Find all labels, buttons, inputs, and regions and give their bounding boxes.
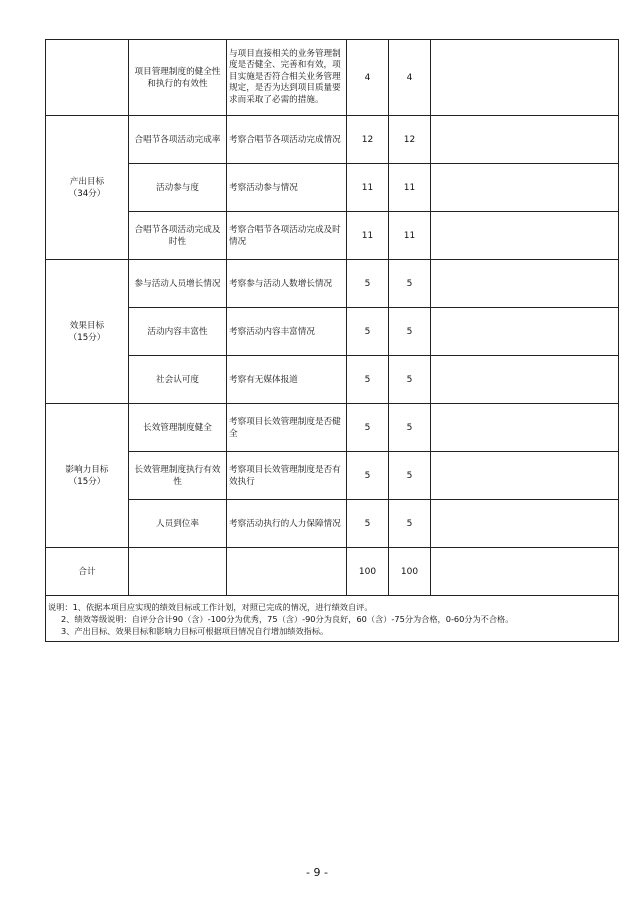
remark-cell — [431, 260, 619, 308]
remark-cell — [431, 548, 619, 596]
standard-cell: 考察合唱节各项活动完成及时情况 — [227, 212, 347, 260]
remark-cell — [431, 40, 619, 116]
total-self-score: 100 — [389, 548, 431, 596]
notes-cell — [46, 596, 619, 642]
group-points: （15分） — [68, 476, 106, 487]
empty-cell — [227, 548, 347, 596]
self-score-cell: 5 — [389, 260, 431, 308]
page-number: - 9 - — [306, 866, 328, 879]
notes-row — [46, 596, 619, 642]
remark-cell — [431, 356, 619, 404]
remark-cell — [431, 212, 619, 260]
empty-cell — [129, 548, 227, 596]
standard-cell: 考察活动执行的人力保障情况 — [227, 500, 347, 548]
group-name: 效果目标 — [69, 320, 105, 331]
score-cell: 11 — [347, 212, 389, 260]
total-score: 100 — [347, 548, 389, 596]
standard-cell: 考察活动内容丰富情况 — [227, 308, 347, 356]
note-line-3: 3、产出目标、效果目标和影响力目标可根据项目情况自行增加绩效指标。 — [61, 625, 329, 636]
group-points: （15分） — [68, 332, 106, 343]
self-score-cell: 12 — [389, 116, 431, 164]
score-cell: 5 — [347, 308, 389, 356]
table-row — [46, 452, 619, 500]
remark-cell — [431, 164, 619, 212]
group-name: 影响力目标 — [65, 464, 109, 475]
remark-cell — [431, 500, 619, 548]
self-score-cell: 5 — [389, 404, 431, 452]
self-score-cell: 5 — [389, 452, 431, 500]
evaluation-table — [45, 39, 619, 642]
score-cell: 5 — [347, 260, 389, 308]
score-cell: 5 — [347, 452, 389, 500]
note-line-2: 2、绩效等级说明：自评分合计90（含）-100分为优秀，75（含）-90分为良好，60（含）-75分为合格，0-60分为不合格。 — [61, 613, 514, 624]
indicator-cell: 活动参与度 — [129, 164, 227, 212]
indicator-cell: 合唱节各项活动完成率 — [129, 116, 227, 164]
group-cell-impact — [46, 404, 129, 548]
standard-cell: 考察合唱节各项活动完成情况 — [227, 116, 347, 164]
table-row — [46, 308, 619, 356]
remark-cell — [431, 452, 619, 500]
standard-cell: 考察参与活动人数增长情况 — [227, 260, 347, 308]
group-cell-continued — [46, 40, 129, 116]
indicator-cell: 参与活动人员增长情况 — [129, 260, 227, 308]
indicator-cell: 社会认可度 — [129, 356, 227, 404]
group-cell-effect — [46, 260, 129, 404]
indicator-cell: 合唱节各项活动完成及时性 — [129, 212, 227, 260]
group-name: 产出目标 — [69, 176, 105, 187]
total-label: 合计 — [46, 548, 129, 596]
standard-cell: 考察项目长效管理制度是否有效执行 — [227, 452, 347, 500]
self-score-cell: 11 — [389, 212, 431, 260]
self-score-cell: 5 — [389, 308, 431, 356]
self-score-cell: 5 — [389, 500, 431, 548]
indicator-cell: 长效管理制度执行有效性 — [129, 452, 227, 500]
remark-cell — [431, 116, 619, 164]
score-cell: 5 — [347, 500, 389, 548]
table-row — [46, 212, 619, 260]
remark-cell — [431, 404, 619, 452]
remark-cell — [431, 308, 619, 356]
table-row — [46, 164, 619, 212]
table-row — [46, 40, 619, 116]
self-score-cell: 4 — [389, 40, 431, 116]
table-row — [46, 260, 619, 308]
group-cell-output — [46, 116, 129, 260]
total-row — [46, 548, 619, 596]
standard-cell: 考察项目长效管理制度是否健全 — [227, 404, 347, 452]
score-cell: 5 — [347, 356, 389, 404]
table-row — [46, 356, 619, 404]
indicator-cell: 人员到位率 — [129, 500, 227, 548]
standard-cell: 考察有无媒体报道 — [227, 356, 347, 404]
standard-cell: 与项目直接相关的业务管理制度是否健全、完善和有效，项目实施是否符合相关业务管理规定，是否为达到项目质量要求而采取了必需的措施。 — [227, 40, 347, 116]
indicator-cell: 项目管理制度的健全性和执行的有效性 — [129, 40, 227, 116]
score-cell: 12 — [347, 116, 389, 164]
score-cell: 4 — [347, 40, 389, 116]
indicator-cell: 活动内容丰富性 — [129, 308, 227, 356]
table-row — [46, 116, 619, 164]
note-line-1: 说明：1、依据本项目应实现的绩效目标或工作计划，对照已完成的情况，进行绩效自评。 — [48, 601, 373, 612]
self-score-cell: 5 — [389, 356, 431, 404]
table-row — [46, 404, 619, 452]
score-cell: 11 — [347, 164, 389, 212]
self-score-cell: 11 — [389, 164, 431, 212]
indicator-cell: 长效管理制度健全 — [129, 404, 227, 452]
table-row — [46, 500, 619, 548]
group-points: （34分） — [68, 188, 106, 199]
standard-cell: 考察活动参与情况 — [227, 164, 347, 212]
score-cell: 5 — [347, 404, 389, 452]
